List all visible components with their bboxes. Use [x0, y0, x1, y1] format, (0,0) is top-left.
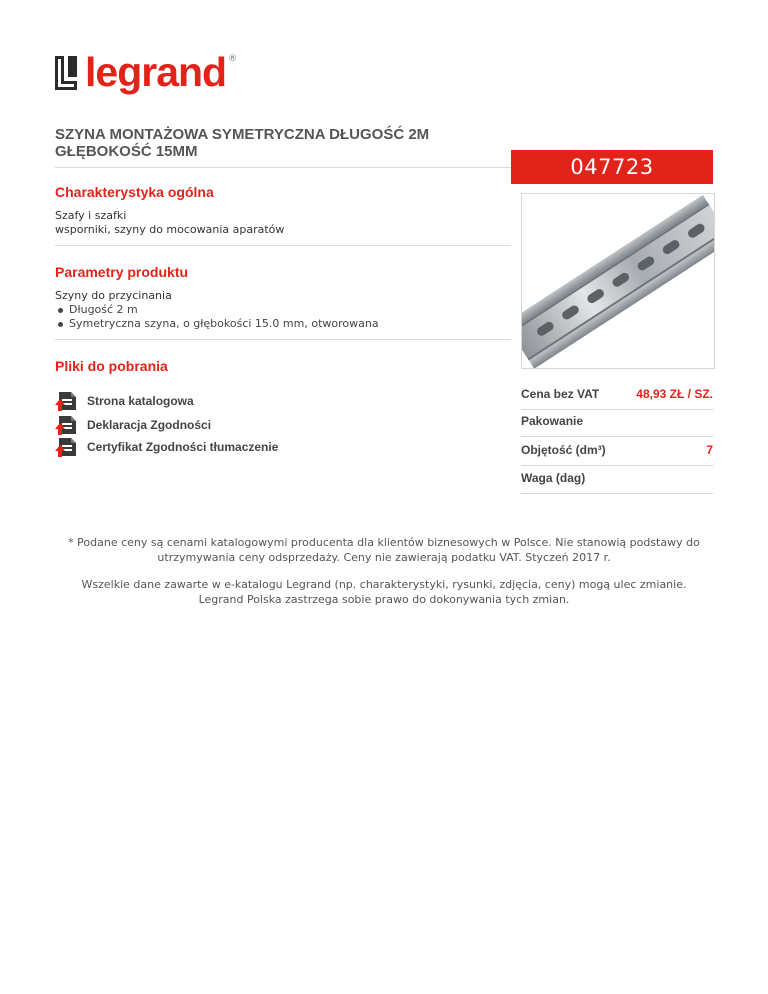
registered-mark: ®	[228, 54, 238, 64]
general-line: Szafy i szafki	[55, 209, 127, 222]
divider	[55, 339, 511, 340]
general-line: wsporniki, szyny do mocowania aparatów	[55, 223, 285, 236]
list-item: Długość 2 m	[55, 303, 379, 317]
params-list	[55, 303, 379, 331]
pdf-download-icon	[55, 390, 77, 412]
spec-row-weight	[521, 462, 713, 494]
price-disclaimer: * Podane ceny są cenami katalogowymi producenta dla klientów biznesowych w Polsce. Nie stanowią podstawy do utrzymywania ceny odsprzedaży. Ceny nie zawierają podatku VAT. Styczeń 2017 r.	[68, 536, 700, 564]
divider	[55, 167, 511, 168]
legrand-logo-icon	[55, 54, 79, 92]
download-certificate[interactable]	[55, 436, 278, 458]
download-label: Deklaracja Zgodności	[87, 418, 212, 432]
data-disclaimer: Wszelkie dane zawarte w e-katalogu Legrand (np. charakterystyki, rysunki, zdjęcia, ceny) mogą ulec zmianie. Legrand Polska zastrzega sobie prawo do dokonywania tych zmian.	[81, 578, 687, 606]
product-title: SZYNA MONTAŻOWA SYMETRYCZNA DŁUGOŚĆ 2M GŁĘBOKOŚĆ 15MM	[55, 126, 430, 160]
params-intro: Szyny do przycinania	[55, 289, 172, 302]
din-rail-image	[522, 194, 714, 368]
pdf-download-icon	[55, 414, 77, 436]
download-label: Strona katalogowa	[87, 394, 194, 408]
spec-label: Waga (dag)	[521, 470, 586, 485]
spec-row-packaging	[521, 405, 713, 437]
spec-label: Pakowanie	[521, 413, 584, 428]
spec-value: 48,93 ZŁ / SZ.	[636, 386, 713, 401]
list-item: Symetryczna szyna, o głębokości 15.0 mm, otworowana	[55, 317, 379, 331]
params-heading: Parametry produktu	[55, 264, 189, 280]
product-code: 047723	[511, 150, 713, 184]
logo-wordmark: legrand	[85, 49, 227, 95]
divider	[55, 245, 511, 246]
downloads-heading: Pliki do pobrania	[55, 358, 168, 374]
general-heading: Charakterystyka ogólna	[55, 184, 214, 200]
product-image	[521, 193, 715, 369]
spec-label: Objętość (dm³)	[521, 442, 606, 457]
download-declaration[interactable]	[55, 414, 211, 436]
download-label: Certyfikat Zgodności tłumaczenie	[87, 440, 279, 454]
pdf-download-icon	[55, 436, 77, 458]
spec-label: Cena bez VAT	[521, 386, 600, 401]
legrand-logo	[55, 49, 238, 95]
spec-value: 7	[706, 442, 713, 457]
download-catalog-page[interactable]	[55, 390, 194, 412]
